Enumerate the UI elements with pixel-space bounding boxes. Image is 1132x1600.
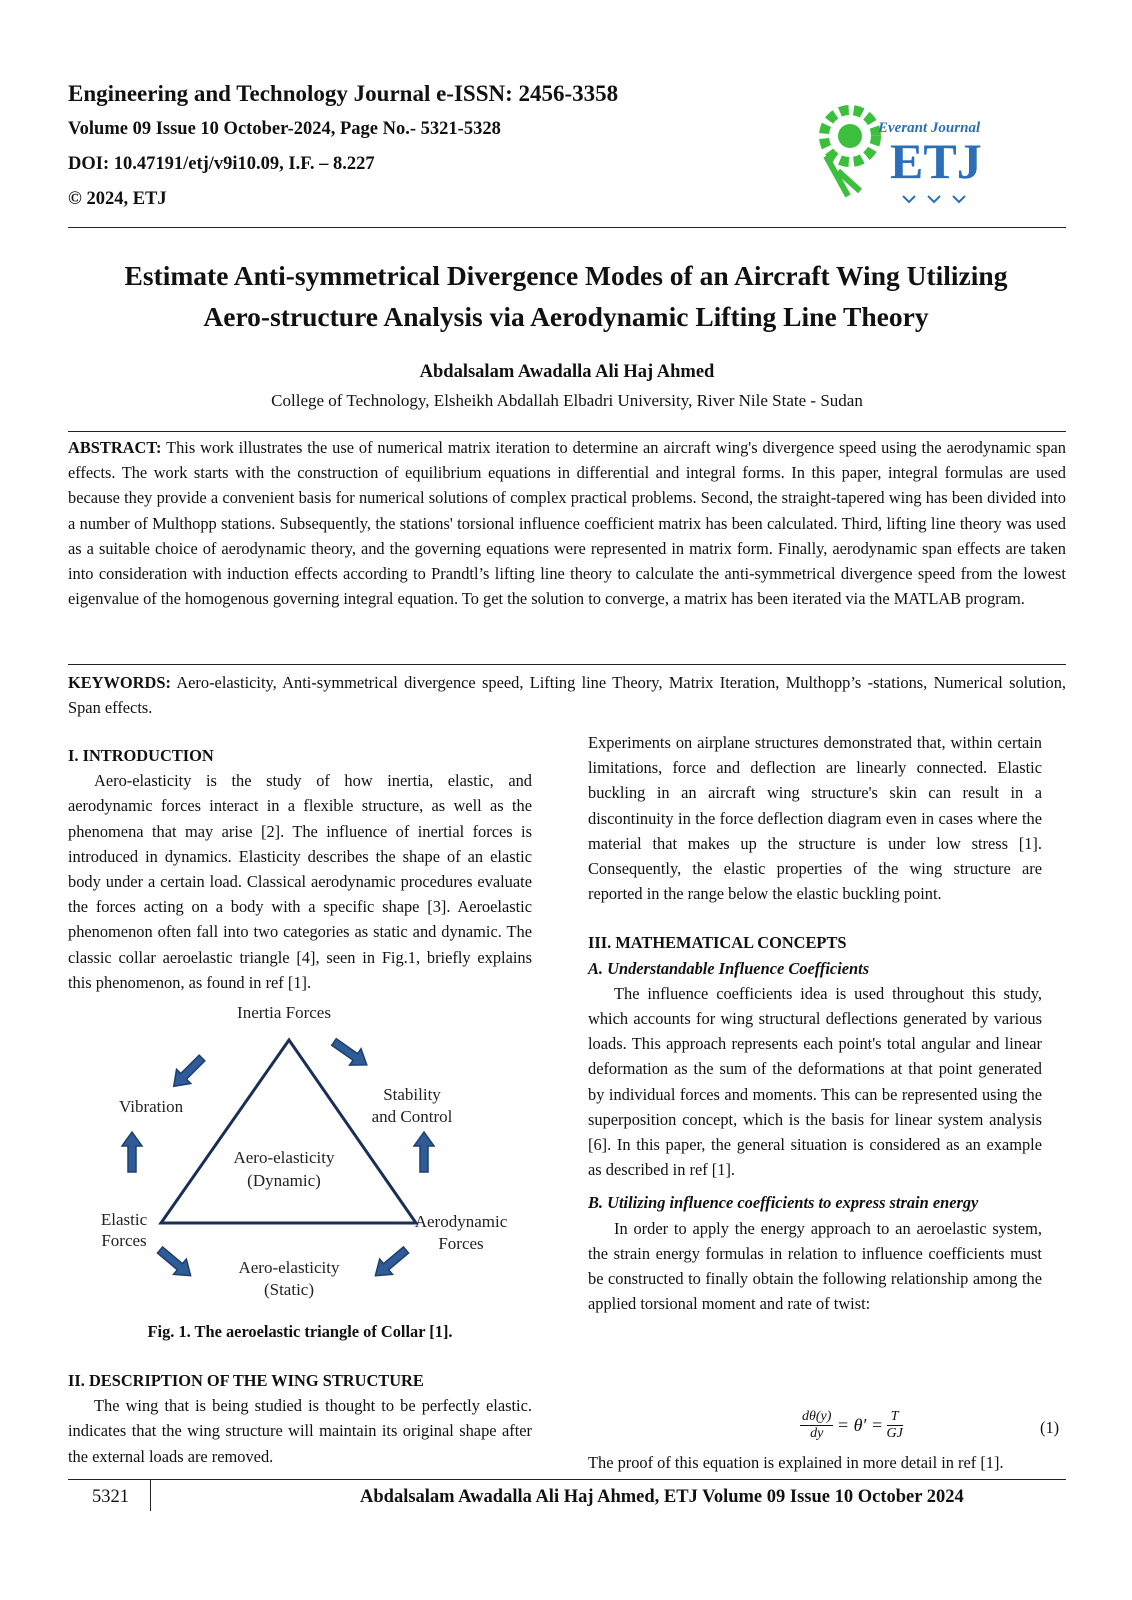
arrow-to-stability-icon	[328, 1034, 372, 1073]
arrow-aero-to-stability-icon	[414, 1132, 434, 1172]
label-static-1: Aero-elasticity	[238, 1258, 340, 1277]
arrow-aero-to-static-icon	[369, 1242, 412, 1283]
title-line-1: Estimate Anti-symmetrical Divergence Modes of an Aircraft Wing Utilizing	[124, 260, 1008, 291]
equation-1	[800, 1409, 903, 1442]
abstract-bottom-rule	[68, 664, 1066, 665]
abstract-top-rule	[68, 431, 1066, 432]
label-elastic-1: Elastic	[100, 1210, 148, 1229]
left-column-section-2	[68, 1368, 532, 1469]
label-dynamic-2: (Dynamic)	[247, 1171, 321, 1190]
section-1-heading: I. INTRODUCTION	[68, 746, 214, 765]
journal-header	[68, 76, 618, 217]
label-stability-2: and Control	[371, 1107, 453, 1126]
subsection-b-paragraph: In order to apply the energy approach to an aeroelastic system, the strain energy formulas in relation to influence coefficients must be constructed to finally obtain the following relationship among the applied torsional moment and rate of twist:	[588, 1218, 1042, 1314]
arrow-elastic-to-vibration-icon	[122, 1132, 142, 1172]
journal-name: Engineering and Technology Journal e-ISSN: 2456-3358	[68, 81, 619, 106]
logo-abbrev: ETJ	[890, 133, 982, 189]
proof-text: The proof of this equation is explained in more detail in ref [1].	[588, 1453, 1004, 1472]
label-aero-2: Forces	[438, 1234, 484, 1253]
paper-title	[60, 255, 1072, 337]
eq-denominator-1: dy	[810, 1426, 824, 1441]
eq-denominator-2: GJ	[886, 1426, 903, 1441]
footer-divider	[150, 1479, 151, 1511]
volume-info: Volume 09 Issue 10 October-2024, Page No.- 5321-5328	[68, 119, 501, 139]
equation-number: (1)	[1040, 1418, 1060, 1437]
etj-logo	[808, 96, 1018, 206]
affiliation: College of Technology, Elsheikh Abdallah Elbadri University, River Nile State - Sudan	[271, 391, 863, 410]
arrow-elastic-to-static-icon	[154, 1242, 197, 1283]
eq-numerator-1: dθ(y)	[802, 1409, 832, 1424]
label-static-2: (Static)	[263, 1280, 315, 1299]
keywords	[68, 670, 1066, 720]
header-rule	[68, 227, 1066, 228]
subsection-a-paragraph: The influence coefficients idea is used throughout this study, which accounts for wing structural deflections generated by various loads. This approach represents each point's total angular and linear deformation as the sum of the deformations at that point generated by individual forces and moments. This can be represented using the superposition concept, which is the basis for linear system analysis [6]. In this paper, the general situation is considered as an example as described in ref [1].	[588, 983, 1042, 1180]
doi-info: DOI: 10.47191/etj/v9i10.09, I.F. – 8.227	[68, 154, 375, 174]
proof-line	[588, 1450, 1048, 1475]
arrow-to-vibration-icon	[167, 1051, 209, 1093]
section-2-heading: II. DESCRIPTION OF THE WING STRUCTURE	[68, 1371, 424, 1390]
intro-paragraph: Aero-elasticity is the study of how inertia, elastic, and aerodynamic forces interact in a flexible structure, as well as the phenomena that may arise [2]. The influence of inertial forces is introduced in dynamics. Elasticity describes the shape of an elastic body under a certain load. Classical aerodynamic procedures evaluate the forces acting on a body with a specific shape [3]. Aeroelastic phenomenon often fall into two categories as static and dynamic. The classic collar aeroelastic triangle [4], seen in Fig.1, briefly explains this phenomenon, as found in ref [1].	[68, 771, 532, 992]
abstract-text: This work illustrates the use of numerical matrix iteration to determine an aircraft wing's divergence speed using the aerodynamic span effects. The work starts with the construction of equilibrium equations in differential and integral forms. In this paper, integral formulas are used because they provide a convenient basis for numerical solutions of complex practical problems. Second, the straight-tapered wing has been divided into a number of Multhopp stations. Subsequently, the stations' torsional influence coefficient matrix has been calculated. Third, lifting line theory was used as a suitable choice of aerodynamic theory, and the governing equations were represented in matrix form. Finally, aerodynamic span effects are taken into consideration with induction effects according to Prandtl’s lifting line theory to calculate the anti-symmetrical divergence speed from the lowest eigenvalue of the homogenous governing integral equation. To get the solution to converge, a matrix has been iterated via the MATLAB program.	[68, 438, 1066, 609]
eq-middle: = θ′ =	[836, 1415, 883, 1435]
subsection-b-heading: B. Utilizing influence coefficients to express strain energy	[588, 1193, 979, 1213]
continued-paragraph: Experiments on airplane structures demonstrated that, within certain limitations, force and deflection are linearly connected. Elastic buckling in an aircraft wing structure's skin can result in a discontinuity in the force deflection diagram even in cases where the material that makes up the structure is under low stress [1]. Consequently, the elastic properties of the wing structure are reported in the range below the elastic buckling point.	[588, 733, 1042, 904]
keywords-text: Aero-elasticity, Anti-symmetrical divergence speed, Lifting line Theory, Matrix Iteration, Multhopp’s -stations, Numerical solution, Span effects.	[68, 673, 1066, 717]
section-3-heading: III. MATHEMATICAL CONCEPTS	[588, 933, 847, 953]
label-vibration: Vibration	[119, 1097, 184, 1116]
author: Abdalsalam Awadalla Ali Haj Ahmed	[419, 362, 715, 382]
copyright: © 2024, ETJ	[68, 189, 167, 209]
logo-text: Everant Journal	[878, 120, 981, 136]
aeroelastic-triangle-figure	[84, 1003, 534, 1330]
subsection-a-heading: A. Understandable Influence Coefficients	[588, 958, 870, 978]
abstract	[68, 435, 1066, 611]
footer-text: Abdalsalam Awadalla Ali Haj Ahmed, ETJ Volume 09 Issue 10 October 2024	[360, 1487, 964, 1507]
abstract-label: ABSTRACT:	[68, 438, 162, 457]
left-column	[68, 743, 532, 995]
page-number: 5321	[92, 1487, 129, 1507]
keywords-label: KEYWORDS:	[68, 673, 171, 692]
figure-caption: Fig. 1. The aeroelastic triangle of Collar [1].	[147, 1322, 453, 1341]
eq-numerator-2: T	[887, 1409, 903, 1426]
label-dynamic-1: Aero-elasticity	[233, 1148, 335, 1167]
section-2-paragraph: The wing that is being studied is thought to be perfectly elastic. indicates that the wing structure will maintain its original shape after the external loads are removed.	[68, 1396, 532, 1466]
footer-rule	[68, 1479, 1066, 1480]
right-column	[588, 730, 1042, 1316]
label-inertia: Inertia Forces	[237, 1003, 331, 1022]
gear-icon	[824, 110, 876, 162]
label-elastic-2: Forces	[101, 1231, 147, 1250]
label-stability-1: Stability	[383, 1085, 441, 1104]
label-aero-1: Aerodynamic	[414, 1212, 508, 1231]
title-line-2: Aero-structure Analysis via Aerodynamic Lifting Line Theory	[203, 301, 929, 332]
